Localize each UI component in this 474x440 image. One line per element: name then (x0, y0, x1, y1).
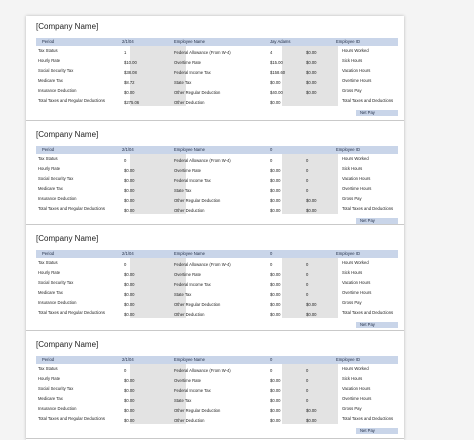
row-label: Overtime Rate (174, 378, 201, 383)
row-label: Federal Allowance (From W-4) (174, 158, 231, 163)
stub-row (36, 68, 398, 78)
row-label: Sick Hours (342, 269, 363, 275)
row-label: Vacation Hours (342, 67, 371, 73)
row-label: Insurance Deduction (38, 299, 77, 305)
stub-row (36, 290, 398, 300)
stub-header-row (36, 38, 398, 46)
row-label: Other Regular Deduction (174, 198, 221, 203)
row-label: Total Taxes and Regular Deductions (38, 205, 105, 211)
pay-stub (26, 334, 404, 439)
net-pay-label: Net Pay (356, 110, 398, 116)
row-value: $0.00 (124, 90, 135, 95)
row-label: Insurance Deduction (38, 195, 77, 201)
row-value: $0.00 (270, 188, 281, 193)
row-value: $8.72 (124, 80, 135, 85)
row-value: $0.00 (270, 398, 281, 403)
stub-header-row (36, 250, 398, 258)
row-value: $0.00 (124, 408, 135, 413)
row-label: Federal Allowance (From W-4) (174, 50, 231, 55)
row-value: $0.00 (270, 272, 281, 277)
row-value: $0.00 (306, 408, 317, 413)
stub-row (36, 396, 398, 406)
row-value: $0.00 (270, 282, 281, 287)
stub-row (36, 186, 398, 196)
row-value: 1 (124, 50, 127, 55)
row-label: Medicare Tax (38, 185, 63, 191)
row-value: 0 (306, 292, 309, 297)
stub-row (36, 366, 398, 376)
net-pay-label: Net Pay (356, 428, 398, 434)
row-value: $0.00 (124, 188, 135, 193)
stub-row (36, 300, 398, 310)
row-value: $0.00 (270, 418, 281, 423)
row-label: State Tax (174, 398, 192, 403)
company-name: [Company Name] (36, 340, 99, 349)
row-label: Total Taxes and Regular Deductions (38, 309, 105, 315)
row-value: 0 (306, 262, 309, 267)
stub-row (36, 156, 398, 166)
row-value: $275.06 (124, 100, 140, 105)
row-label: Tax Status (38, 259, 58, 265)
row-value: 0 (124, 158, 127, 163)
row-label: State Tax (174, 188, 192, 193)
row-value: $0.00 (270, 198, 281, 203)
row-value: $0.00 (306, 90, 317, 95)
period-label: Period (42, 251, 55, 256)
period-value: 2/1/04 (122, 39, 134, 44)
row-label: Gross Pay (342, 405, 362, 411)
row-value: $0.00 (124, 208, 135, 213)
row-label: Vacation Hours (342, 279, 371, 285)
row-value: $0.00 (124, 378, 135, 383)
row-value: $0.00 (270, 168, 281, 173)
row-value: $0.00 (124, 398, 135, 403)
stub-row (36, 260, 398, 270)
row-label: Federal Income Tax (174, 178, 211, 183)
row-value: $0.00 (124, 282, 135, 287)
row-value: $0.00 (270, 388, 281, 393)
row-label: Overtime Rate (174, 60, 201, 65)
row-label: Other Deduction (174, 312, 205, 317)
stub-row (36, 78, 398, 88)
row-label: Hours Worked (342, 155, 369, 161)
employee-name-label: Employee Name (174, 357, 205, 362)
row-value: $0.00 (124, 302, 135, 307)
row-value: 0 (270, 368, 273, 373)
row-label: Social Security Tax (38, 175, 74, 181)
row-label: Hours Worked (342, 365, 369, 371)
row-value: $0.00 (124, 388, 135, 393)
row-value: 0 (270, 158, 273, 163)
stub-row (36, 196, 398, 206)
row-value: 0 (306, 282, 309, 287)
row-label: Other Regular Deduction (174, 408, 221, 413)
stub-row (36, 98, 398, 108)
stub-row (36, 58, 398, 68)
employee-id-label: Employee ID (336, 39, 360, 44)
row-label: Federal Income Tax (174, 70, 211, 75)
row-label: Tax Status (38, 155, 58, 161)
stub-row (36, 280, 398, 290)
stub-row (36, 88, 398, 98)
row-value: 0 (306, 378, 309, 383)
row-label: Gross Pay (342, 195, 362, 201)
row-label: Tax Status (38, 365, 58, 371)
row-value: $0.00 (124, 178, 135, 183)
row-value: $0.00 (270, 378, 281, 383)
row-label: Total Taxes and Deductions (342, 309, 394, 315)
employee-id-label: Employee ID (336, 357, 360, 362)
row-label: Medicare Tax (38, 77, 63, 83)
row-value: $0.00 (306, 60, 317, 65)
employee-name-value: Jay Adams (270, 39, 291, 44)
net-pay-label: Net Pay (356, 322, 398, 328)
row-label: State Tax (174, 292, 192, 297)
period-value: 2/1/04 (122, 251, 134, 256)
row-label: Federal Allowance (From W-4) (174, 262, 231, 267)
row-value: $158.60 (270, 70, 286, 75)
stub-row (36, 166, 398, 176)
stub-row (36, 416, 398, 426)
row-value: $0.00 (270, 100, 281, 105)
row-label: Insurance Deduction (38, 405, 77, 411)
row-value: $0.00 (306, 80, 317, 85)
row-value: 0 (306, 272, 309, 277)
row-value: $0.00 (124, 272, 135, 277)
row-value: $0.00 (124, 168, 135, 173)
stub-row (36, 310, 398, 320)
row-label: Other Regular Deduction (174, 90, 221, 95)
row-label: Tax Status (38, 47, 58, 53)
row-label: Hours Worked (342, 47, 369, 53)
row-label: Hourly Rate (38, 375, 61, 381)
employee-name-value: 0 (270, 251, 273, 256)
stub-row (36, 48, 398, 58)
row-value: $0.00 (270, 178, 281, 183)
row-value: 0 (124, 262, 127, 267)
row-label: Overtime Hours (342, 185, 372, 191)
pay-stub (26, 124, 404, 225)
row-label: Vacation Hours (342, 385, 371, 391)
stub-row (36, 270, 398, 280)
row-label: Other Deduction (174, 100, 205, 105)
employee-name-label: Employee Name (174, 147, 205, 152)
stub-row (36, 406, 398, 416)
spreadsheet-page (26, 16, 404, 440)
row-value: $15.00 (270, 60, 283, 65)
row-label: Social Security Tax (38, 385, 74, 391)
period-label: Period (42, 147, 55, 152)
row-label: Social Security Tax (38, 279, 74, 285)
row-label: Medicare Tax (38, 289, 63, 295)
row-label: Sick Hours (342, 165, 363, 171)
row-label: Overtime Hours (342, 289, 372, 295)
row-label: Hourly Rate (38, 165, 61, 171)
row-value: $0.00 (306, 302, 317, 307)
row-value: $0.00 (306, 50, 317, 55)
row-label: Other Regular Deduction (174, 302, 221, 307)
row-value: 0 (306, 398, 309, 403)
row-value: $0.00 (270, 408, 281, 413)
period-label: Period (42, 39, 55, 44)
row-value: $10.00 (124, 60, 137, 65)
row-value: 0 (306, 388, 309, 393)
net-pay-label: Net Pay (356, 218, 398, 224)
row-value: $0.00 (270, 80, 281, 85)
row-label: State Tax (174, 80, 192, 85)
stub-row (36, 176, 398, 186)
company-name: [Company Name] (36, 130, 99, 139)
period-label: Period (42, 357, 55, 362)
row-label: Federal Allowance (From W-4) (174, 368, 231, 373)
row-value: $0.00 (270, 208, 281, 213)
company-name: [Company Name] (36, 234, 99, 243)
row-label: Sick Hours (342, 375, 363, 381)
row-value: $0.00 (306, 208, 317, 213)
row-label: Sick Hours (342, 57, 363, 63)
employee-name-label: Employee Name (174, 39, 205, 44)
row-label: Total Taxes and Deductions (342, 205, 394, 211)
row-value: $0.00 (124, 418, 135, 423)
stub-row (36, 206, 398, 216)
row-value: $0.00 (270, 312, 281, 317)
employee-name-value: 0 (270, 357, 273, 362)
row-value: $40.00 (270, 90, 283, 95)
row-value: $38.08 (124, 70, 137, 75)
employee-name-label: Employee Name (174, 251, 205, 256)
row-label: Total Taxes and Deductions (342, 415, 394, 421)
row-value: 0 (306, 158, 309, 163)
row-label: Overtime Hours (342, 395, 372, 401)
row-value: $0.00 (270, 292, 281, 297)
row-value: 0 (270, 262, 273, 267)
row-label: Total Taxes and Deductions (342, 97, 394, 103)
row-label: Total Taxes and Regular Deductions (38, 415, 105, 421)
employee-name-value: 0 (270, 147, 273, 152)
row-value: $0.00 (306, 312, 317, 317)
row-label: Overtime Rate (174, 168, 201, 173)
row-label: Hours Worked (342, 259, 369, 265)
row-value: $0.00 (270, 302, 281, 307)
row-label: Overtime Hours (342, 77, 372, 83)
period-value: 2/1/04 (122, 357, 134, 362)
row-label: Hourly Rate (38, 57, 61, 63)
pay-stub (26, 228, 404, 331)
row-label: Social Security Tax (38, 67, 74, 73)
row-label: Other Deduction (174, 418, 205, 423)
stub-row (36, 386, 398, 396)
row-value: 0 (306, 178, 309, 183)
row-label: Gross Pay (342, 87, 362, 93)
row-value: 0 (306, 188, 309, 193)
stub-row (36, 376, 398, 386)
employee-id-label: Employee ID (336, 147, 360, 152)
company-name: [Company Name] (36, 22, 99, 31)
stub-header-row (36, 356, 398, 364)
row-label: Gross Pay (342, 299, 362, 305)
row-label: Overtime Rate (174, 272, 201, 277)
employee-id-label: Employee ID (336, 251, 360, 256)
row-value: 0 (306, 368, 309, 373)
row-value: $0.00 (306, 70, 317, 75)
stub-header-row (36, 146, 398, 154)
row-label: Other Deduction (174, 208, 205, 213)
row-label: Federal Income Tax (174, 282, 211, 287)
row-value: 4 (270, 50, 273, 55)
row-label: Insurance Deduction (38, 87, 77, 93)
row-value: $0.00 (124, 198, 135, 203)
period-value: 2/1/04 (122, 147, 134, 152)
row-label: Federal Income Tax (174, 388, 211, 393)
row-label: Vacation Hours (342, 175, 371, 181)
row-value: $0.00 (124, 292, 135, 297)
row-label: Total Taxes and Regular Deductions (38, 97, 105, 103)
row-value: 0 (124, 368, 127, 373)
pay-stub (26, 16, 404, 121)
row-value: $0.00 (124, 312, 135, 317)
row-value: $0.00 (306, 418, 317, 423)
row-label: Hourly Rate (38, 269, 61, 275)
row-label: Medicare Tax (38, 395, 63, 401)
row-value: 0 (306, 168, 309, 173)
row-value: $0.00 (306, 198, 317, 203)
